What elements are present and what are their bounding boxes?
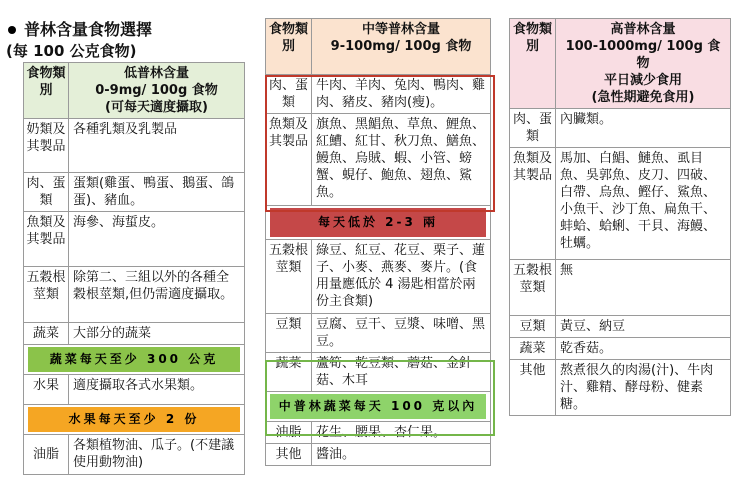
header-mid: 中等普林含量 9-100mg/ 100g 食物 (312, 19, 491, 75)
table-row: 魚類及其製品 旗魚、黑鯧魚、草魚、鯉魚、紅鰽、紅甘、秋刀魚、鱔魚、鰻魚、烏賊、蝦、小管、螃蟹、蜆仔、鮑魚、翅魚、鯊魚。 (266, 114, 491, 206)
table-row: 蔬菜 大部分的蔬菜 (24, 323, 245, 345)
mid-veg-banner: 中普林蔬菜每天 100 克以內 (270, 394, 486, 419)
table-row: 豆類 黃豆、納豆 (510, 316, 731, 338)
table-row: 肉、蛋類 內臟類。 (510, 109, 731, 148)
banner-row (24, 345, 245, 375)
header-high: 高普林含量 100-1000mg/ 100g 食物 平日減少食用 (急性期避免食用) (556, 19, 731, 109)
veg-highlight-frame (265, 360, 495, 436)
table-row: 五穀根莖類 除第二、三組以外的各種全穀根莖類,但仍需適度攝取。 (24, 267, 245, 323)
header-category: 食物類別 (24, 63, 69, 119)
table-row: 魚類及其製品 海參、海蜇皮。 (24, 212, 245, 267)
table-row: 其他 醬油。 (266, 444, 491, 466)
bullet-icon (8, 26, 16, 34)
table-row: 魚類及其製品 馬加、白鯧、鰱魚、虱目魚、吳郭魚、皮刀、四破、白帶、烏魚、鰹仔、鯊魚、小魚干、沙丁魚、扁魚干、蚌蛤、蛤蜊、干貝、海鰻、牡蠣。 (510, 148, 731, 260)
header-category: 食物類別 (266, 19, 312, 75)
meat-banner: 每天低於 2-3 兩 (270, 208, 486, 237)
banner-row (24, 405, 245, 435)
low-purine-table (23, 62, 245, 475)
page-title: 普林含量食物選擇 (6, 17, 152, 40)
page-subtitle: (每 100 公克食物) (6, 42, 137, 60)
veg-banner: 蔬菜每天至少 300 公克 (28, 347, 240, 372)
table-row: 其他 熬煮很久的肉湯(汁)、牛肉汁、雞精、酵母粉、健素糖。 (510, 360, 731, 416)
high-purine-table (509, 18, 731, 416)
table-row: 蔬菜 乾香菇。 (510, 338, 731, 360)
header-low: 低普林含量 0-9mg/ 100g 食物 (可每天適度攝取) (69, 63, 245, 119)
table-row: 奶類及其製品 各種乳類及乳製品 (24, 119, 245, 173)
table-row: 水果 適度攝取各式水果類。 (24, 375, 245, 405)
table-row: 蔬菜 蘆筍、乾豆類、蘑菇、金針菇、木耳 (266, 353, 491, 392)
fruit-banner: 水果每天至少 2 份 (28, 407, 240, 432)
table-row: 油脂 花生、腰果、杏仁果。 (266, 422, 491, 444)
table-row: 肉、蛋類 牛肉、羊肉、兔肉、鴨肉、雞肉、豬皮、豬肉(瘦)。 (266, 75, 491, 114)
meat-fish-highlight-frame (265, 75, 495, 212)
table-row: 肉、蛋類 蛋類(雞蛋、鴨蛋、鵝蛋、鴿蛋)、豬血。 (24, 173, 245, 212)
header-category: 食物類別 (510, 19, 556, 109)
table-row: 油脂 各類植物油、瓜子。(不建議使用動物油) (24, 435, 245, 475)
table-row: 豆類 豆腐、豆干、豆漿、味噌、黑豆。 (266, 314, 491, 353)
table-row: 五穀根莖類 無 (510, 260, 731, 316)
table-row: 五穀根莖類 綠豆、紅豆、花豆、栗子、蓮子、小麥、燕麥、麥片。(食用量應低於 4 湯匙相當於兩份主食類) (266, 240, 491, 314)
